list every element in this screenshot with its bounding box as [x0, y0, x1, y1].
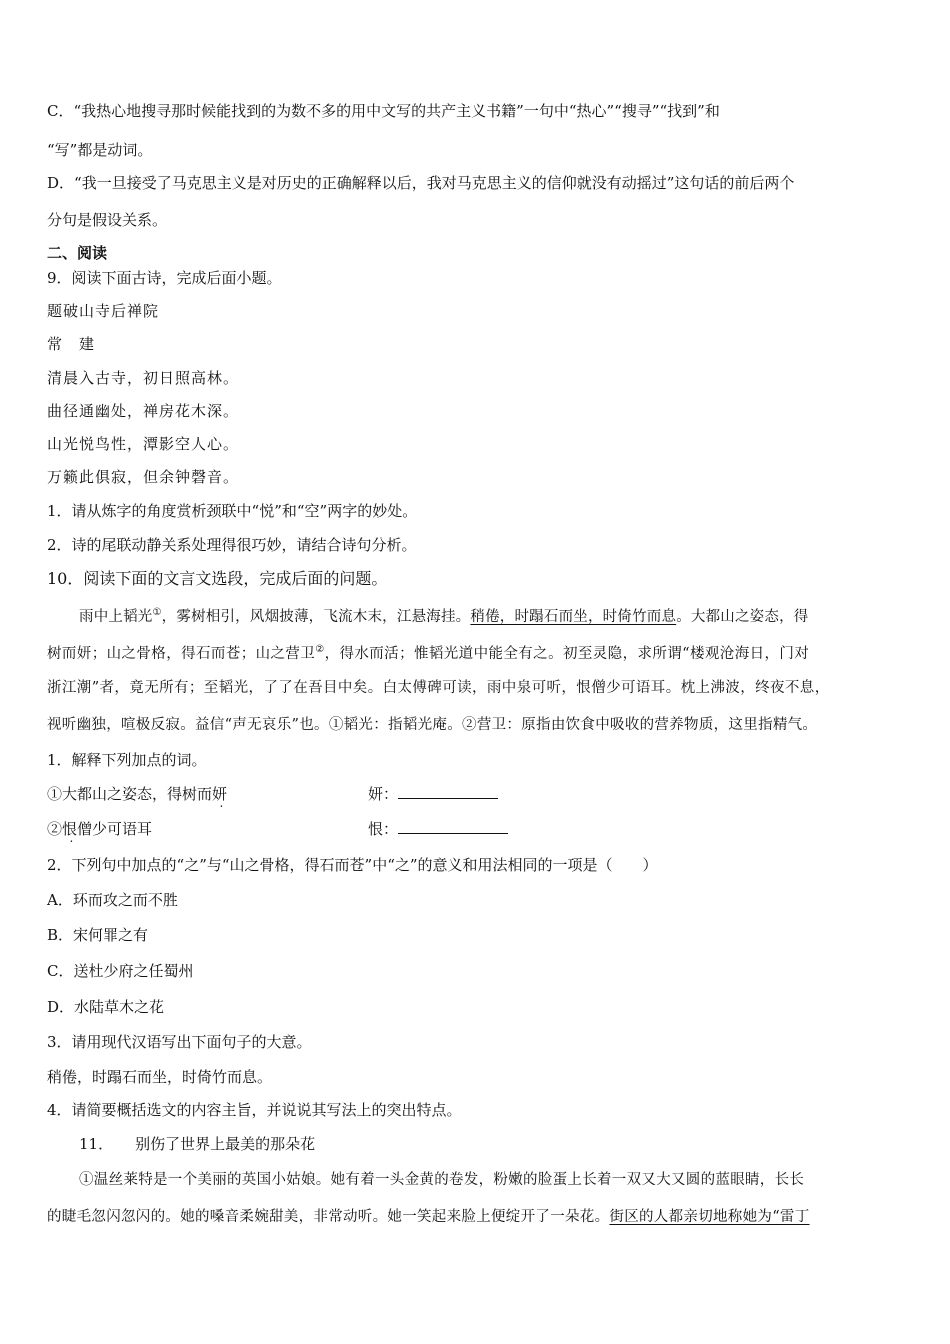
- q10-sub3: 3．请用现代汉语写出下面句子的大意。: [47, 1033, 312, 1051]
- q9-sub1: 1．请从炼字的角度赏析颈联中“悦”和“空”两字的妙处。: [47, 502, 418, 520]
- story-underlined-text: 街区的人都亲切地称她为“雷丁: [609, 1209, 810, 1225]
- story-line-2: 的睫毛忽闪忽闪的。她的嗓音柔婉甜美，非常动听。她一笑起来脸上便绽开了一朵花。街区的人都亲切地称她为“雷丁: [47, 1209, 810, 1225]
- q10-sub2: 2．下列句中加点的“之”与“山之骨格，得石而苍”中“之”的意义和用法相同的一项是（ ）: [47, 856, 658, 874]
- story-line-1: ①温丝莱特是一个美丽的英国小姑娘。她有着一头金黄的卷发，粉嫩的脸蛋上长着一双又大又圆的蓝眼睛，长长: [79, 1172, 805, 1188]
- q10-sub4: 4．请简要概括选文的内容主旨，并说说其写法上的突出特点。: [47, 1101, 462, 1119]
- q10-sub3-sentence: 稍倦，时蹋石而坐，时倚竹而息。: [47, 1068, 273, 1086]
- word-answer-1[interactable]: 妍：: [368, 784, 498, 804]
- poem-author: 常 建: [47, 335, 96, 353]
- passage-line-3: 浙江潮”者，竟无所有；至韬光，了了在吾目中矣。白太傅碑可读，雨中泉可听，恨僧少可语耳。枕上沸波，终夜不息，: [47, 680, 830, 696]
- q8-option-d-line2: 分句是假设关系。: [47, 211, 168, 229]
- option-c: C．送杜少府之任蜀州: [47, 962, 194, 980]
- q11-heading: 11． 别伤了世界上最美的那朵花: [79, 1135, 316, 1153]
- q8-option-c-line2: “写”都是动词。: [47, 141, 153, 159]
- q9-stem: 9．阅读下面古诗，完成后面小题。: [47, 269, 282, 287]
- q10-sub1: 1．解释下列加点的词。: [47, 751, 207, 769]
- q9-sub2: 2．诗的尾联动静关系处理得很巧妙，请结合诗句分析。: [47, 536, 417, 554]
- poem-line-3: 山光悦鸟性，潭影空人心。: [47, 435, 240, 453]
- passage-line-1: 雨中上韬光①，雾树相引，风烟披薄，飞流木末，江悬海挂。稍倦，时蹋石而坐，时倚竹而息。大都山之姿态，得: [79, 607, 809, 625]
- passage-line-4: 视听幽独，喧极反寂。益信“声无哀乐”也。①韬光：指韬光庵。②营卫：原指由饮食中吸收的营养物质，这里指精气。: [47, 717, 818, 733]
- word-item-2: ②恨僧少可语耳: [47, 820, 153, 838]
- option-a: A．环而攻之而不胜: [47, 891, 178, 909]
- q8-option-d-line1: D．“我一旦接受了马克思主义是对历史的正确解释以后，我对马克思主义的信仰就没有动摇过”这句话的前后两个: [47, 174, 795, 192]
- option-b: B．宋何罪之有: [47, 926, 149, 944]
- poem-title: 题破山寺后禅院: [47, 302, 160, 320]
- q10-stem: 10．阅读下面的文言文选段，完成后面的问题。: [47, 569, 388, 588]
- word-answer-2[interactable]: 恨：: [368, 819, 508, 839]
- poem-line-1: 清晨入古寺，初日照高林。: [47, 369, 240, 387]
- q8-option-c-line1: C．“我热心地搜寻那时候能找到的为数不多的用中文写的共产主义书籍”一句中“热心”“搜寻”“找到”和: [47, 102, 720, 120]
- poem-line-2: 曲径通幽处，禅房花木深。: [47, 402, 240, 420]
- passage-line-2: 树而妍；山之骨格，得石而苍；山之营卫②，得水而活；惟韬光道中能全有之。初至灵隐，求所谓“楼观沧海日，门对: [47, 644, 810, 662]
- option-d: D．水陆草木之花: [47, 998, 165, 1016]
- word-item-1: ①大都山之姿态，得树而妍: [47, 785, 228, 803]
- poem-line-4: 万籁此俱寂，但余钟磬音。: [47, 468, 240, 486]
- section-heading: 二、阅读: [47, 244, 108, 262]
- passage-underlined-sentence: 稍倦，时蹋石而坐，时倚竹而息: [470, 608, 677, 625]
